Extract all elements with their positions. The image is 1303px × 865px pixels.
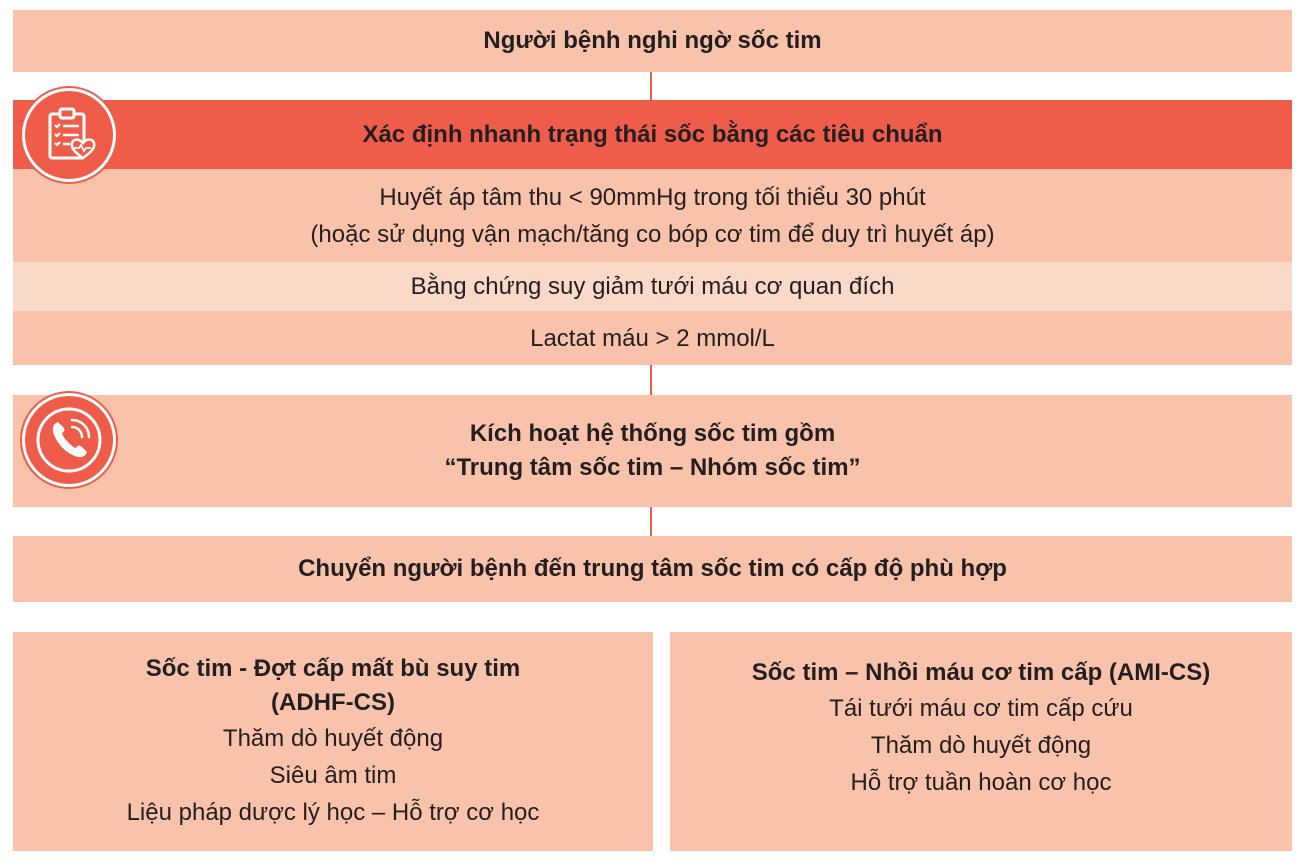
adhf-cs-box xyxy=(13,632,653,851)
connector-start-criteria xyxy=(650,72,652,100)
ami-cs-box xyxy=(670,632,1292,851)
blood-pressure-line2: (hoặc sử dụng vận mạch/tăng co bóp cơ tim để duy trì huyết áp) xyxy=(310,220,995,248)
ami-title: Sốc tim – Nhồi máu cơ tim cấp (AMI-CS) xyxy=(751,659,1211,686)
adhf-title-line2: (ADHF-CS) xyxy=(271,689,395,716)
clipboard-heartbeat-icon xyxy=(22,88,116,182)
transfer-box xyxy=(13,536,1292,602)
adhf-item: Liệu pháp dược lý học – Hỗ trợ cơ học xyxy=(126,799,540,826)
start-box xyxy=(13,10,1292,72)
connector-criteria-activate xyxy=(650,365,652,395)
connector-activate-transfer xyxy=(650,507,652,536)
adhf-title-line1: Sốc tim - Đợt cấp mất bù suy tim xyxy=(145,655,521,682)
activate-box xyxy=(13,395,1292,507)
activate-line2: “Trung tâm sốc tim – Nhóm sốc tim” xyxy=(444,454,861,481)
phone-icon-glyph xyxy=(34,405,104,475)
perfusion-text: Bằng chứng suy giảm tưới máu cơ quan đích xyxy=(410,273,895,300)
clipboard-heartbeat-icon-glyph xyxy=(39,105,99,165)
criterion-lactate xyxy=(13,311,1292,365)
ami-item: Hỗ trợ tuần hoàn cơ học xyxy=(850,769,1112,796)
criterion-blood-pressure xyxy=(13,169,1292,262)
start-title: Người bệnh nghi ngờ sốc tim xyxy=(483,27,822,54)
adhf-item: Siêu âm tim xyxy=(269,762,397,789)
phone-icon xyxy=(22,393,116,487)
lactate-text: Lactat máu > 2 mmol/L xyxy=(530,324,775,352)
criteria-header xyxy=(13,100,1292,169)
blood-pressure-line1: Huyết áp tâm thu < 90mmHg trong tối thiểu 30 phút xyxy=(379,183,926,211)
adhf-item: Thăm dò huyết động xyxy=(222,725,444,752)
ami-item: Tái tưới máu cơ tim cấp cứu xyxy=(829,695,1133,722)
criteria-header-text: Xác định nhanh trạng thái sốc bằng các tiêu chuẩn xyxy=(362,120,943,148)
criterion-perfusion xyxy=(13,262,1292,311)
activate-line1: Kích hoạt hệ thống sốc tim gồm xyxy=(469,420,836,447)
ami-item: Thăm dò huyết động xyxy=(870,732,1092,759)
transfer-title: Chuyển người bệnh đến trung tâm sốc tim có cấp độ phù hợp xyxy=(298,555,1007,582)
